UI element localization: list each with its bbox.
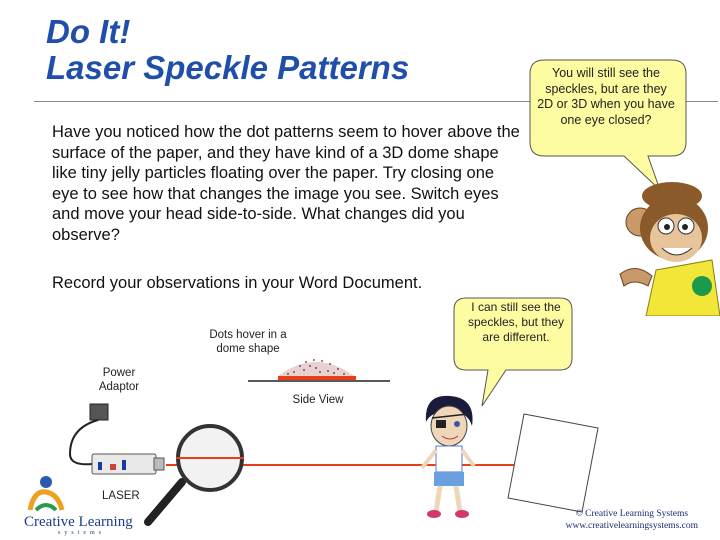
website-url[interactable]: www.creativelearningsystems.com	[565, 521, 698, 531]
monkey-icon	[616, 182, 720, 316]
record-instruction: Record your observations in your Word Document.	[52, 274, 423, 292]
magnifying-glass-icon	[140, 424, 250, 528]
side-view-diagram	[244, 352, 394, 386]
footer-copyright	[566, 508, 698, 532]
copyright-text: © Creative Learning Systems	[575, 509, 689, 519]
creative-learning-logo-icon	[24, 474, 68, 514]
logo-subtitle: systems	[58, 530, 106, 536]
title-line-1: Do It!	[46, 13, 131, 50]
girl-icon	[412, 392, 482, 520]
title-line-2: Laser Speckle Patterns	[46, 49, 410, 86]
dome-label: Dots hover in a dome shape	[209, 329, 287, 355]
monkey-bubble-text: You will still see the speckles, but are they 2D or 3D when you have one eye closed?	[537, 66, 675, 127]
laser-label: LASER	[102, 490, 140, 502]
power-adaptor-label: Power Adaptor	[98, 367, 140, 393]
page-title	[46, 14, 409, 86]
logo-name: Creative Learning	[24, 514, 133, 530]
girl-bubble-text: I can still see the speckles, but they are different.	[467, 300, 565, 344]
body-paragraph: Have you noticed how the dot patterns seem to hover above the surface of the paper, and they have kind of a 3D dome shape like tiny jelly particles floating over the paper. Try closing one eye to see how that changes the image you see. Switch eyes and move your head side-to-side. What changes did you observe?	[52, 123, 520, 244]
power-adaptor-icon	[90, 404, 108, 420]
side-view-label: Side View	[292, 394, 344, 406]
paper-sheet-icon	[504, 408, 604, 518]
